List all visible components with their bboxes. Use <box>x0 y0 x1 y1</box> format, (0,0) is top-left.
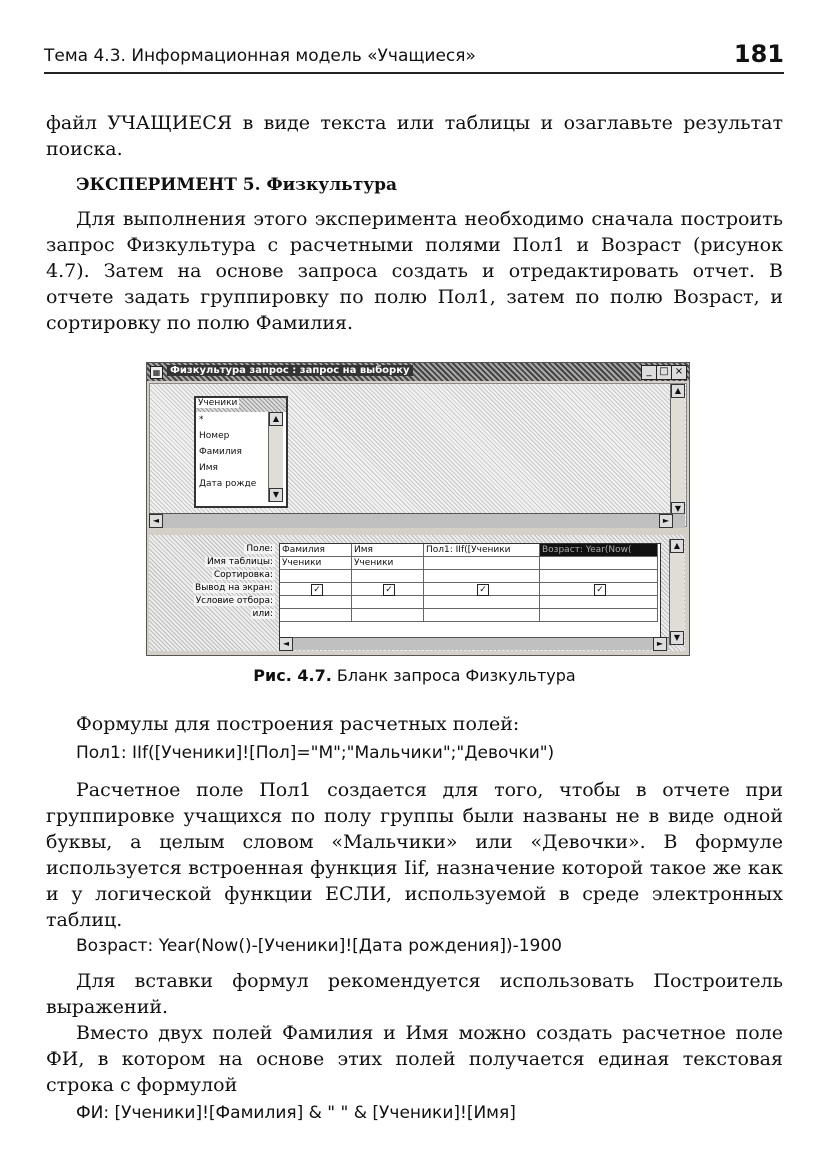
grid-field-cell[interactable]: Пол1: IIf([Ученики <box>424 544 540 557</box>
formula-fi: ФИ: [Ученики]![Фамилия] & " " & [Ученики]![Имя] <box>76 1103 516 1123</box>
fi-paragraph: Вместо двух полей Фамилия и Имя можно создать расчетное поле ФИ, в котором на основе этих полей получается единая текстовая строка с формулой <box>46 1022 783 1096</box>
grid-table-cell[interactable]: Ученики <box>280 557 352 570</box>
figure-caption-text: Бланк запроса Физкультура <box>336 666 576 685</box>
table-pane <box>149 383 687 527</box>
formula-age: Возраст: Year(Now()-[Ученики]![Дата рождения])-1900 <box>76 936 562 956</box>
grid-criteria-cell[interactable] <box>352 596 424 609</box>
grid-table-cell[interactable] <box>424 557 540 570</box>
show-checkbox[interactable]: ✓ <box>594 584 606 596</box>
scroll-down-icon[interactable]: ▼ <box>269 488 283 502</box>
table-field-list-title: Ученики <box>196 398 286 412</box>
close-button[interactable]: × <box>671 365 687 380</box>
scroll-right-icon[interactable]: ► <box>659 514 673 528</box>
scroll-left-icon[interactable]: ◄ <box>149 514 163 528</box>
scroll-down-icon[interactable]: ▼ <box>670 631 684 645</box>
page-number: 181 <box>733 40 784 68</box>
scroll-left-icon[interactable]: ◄ <box>279 637 293 651</box>
grid-table-cell[interactable]: Ученики <box>352 557 424 570</box>
grid-vscroll[interactable] <box>669 539 684 645</box>
window-title: Физкультура запрос : запрос на выборку <box>167 365 413 376</box>
running-title: Тема 4.3. Информационная модель «Учащиеся» <box>44 46 476 66</box>
grid-table-cell[interactable] <box>540 557 658 570</box>
grid-or-cell[interactable] <box>280 609 352 622</box>
table-pane-vscroll[interactable] <box>670 384 685 516</box>
builder-paragraph: Для вставки формул рекомендуется использовать Построитель выражений. <box>46 970 783 1018</box>
grid-or-cell[interactable] <box>352 609 424 622</box>
table-field-list <box>194 396 288 508</box>
query-icon: ▦ <box>150 366 163 379</box>
grid-hscroll[interactable] <box>279 637 669 650</box>
scroll-up-icon[interactable]: ▲ <box>671 384 685 398</box>
row-label-criteria: Условие отбора: <box>195 596 273 606</box>
show-checkbox[interactable]: ✓ <box>383 584 395 596</box>
grid-sort-cell[interactable] <box>540 570 658 583</box>
intro-paragraph: файл УЧАЩИЕСЯ в виде текста или таблицы и озаглавьте результат поиска. <box>46 112 783 160</box>
formula-pol1: Пол1: IIf([Ученики]![Пол]="М";"Мальчики";"Девочки") <box>76 743 555 763</box>
grid-field-cell[interactable]: Фамилия <box>280 544 352 557</box>
grid-or-cell[interactable] <box>424 609 540 622</box>
page-header <box>44 38 784 74</box>
window-titlebar <box>147 363 689 381</box>
grid-criteria-cell[interactable] <box>280 596 352 609</box>
scroll-up-icon[interactable]: ▲ <box>269 412 283 426</box>
grid-sort-cell[interactable] <box>424 570 540 583</box>
field-list-scrollbar[interactable] <box>268 412 283 502</box>
minimize-button[interactable]: _ <box>641 365 657 380</box>
query-design-grid <box>279 543 661 645</box>
row-label-show: Вывод на экран: <box>195 583 273 593</box>
figure-caption <box>0 666 829 685</box>
show-checkbox[interactable]: ✓ <box>477 584 489 596</box>
grid-criteria-cell[interactable] <box>540 596 658 609</box>
row-label-sort: Сортировка: <box>213 570 273 580</box>
row-label-field: Поле: <box>246 544 273 554</box>
grid-criteria-cell[interactable] <box>424 596 540 609</box>
row-label-table: Имя таблицы: <box>207 557 273 567</box>
scroll-right-icon[interactable]: ► <box>653 637 667 651</box>
grid-sort-cell[interactable] <box>280 570 352 583</box>
grid-field-cell-selected[interactable]: Возраст: Year(Now( <box>540 544 658 557</box>
design-grid-pane <box>149 535 685 651</box>
query-design-window <box>146 362 690 656</box>
show-checkbox[interactable]: ✓ <box>311 584 323 596</box>
field-item[interactable]: Имя <box>199 463 218 473</box>
formulas-heading: Формулы для построения расчетных полей: <box>76 713 520 735</box>
grid-field-cell[interactable]: Имя <box>352 544 424 557</box>
experiment-heading: ЭКСПЕРИМЕНТ 5. Физкультура <box>76 175 398 195</box>
field-item[interactable]: Фамилия <box>199 447 242 457</box>
pol1-explanation: Расчетное поле Пол1 создается для того, чтобы в отчете при группировке учащихся по полу группы были названы не в виде одной буквы, а целым словом «Мальчики» или «Девочки». В формуле используется встроенная функция Iif, назначение которой такое же как и у логической функции ЕСЛИ, используемой в среде электронных таблиц. <box>46 779 783 931</box>
table-pane-hscroll[interactable] <box>149 513 685 528</box>
experiment-paragraph: Для выполнения этого эксперимента необходимо сначала построить запрос Физкультура с расчетными полями Пол1 и Возраст (рисунок 4.7). Затем на основе запроса создать и отредактировать отчет. В отчете задать группировку по полю Пол1, затем по полю Возраст, и сортировку по полю Фамилия. <box>46 208 783 334</box>
figure-caption-label: Рис. 4.7. <box>253 666 332 685</box>
row-label-or: или: <box>252 609 273 619</box>
maximize-button[interactable]: □ <box>656 365 672 380</box>
scroll-down-icon[interactable]: ▼ <box>671 502 685 516</box>
grid-or-cell[interactable] <box>540 609 658 622</box>
scroll-up-icon[interactable]: ▲ <box>670 539 684 553</box>
field-item[interactable]: Дата рожде <box>199 479 257 489</box>
grid-sort-cell[interactable] <box>352 570 424 583</box>
field-item[interactable]: * <box>199 415 204 425</box>
field-item[interactable]: Номер <box>199 431 230 441</box>
